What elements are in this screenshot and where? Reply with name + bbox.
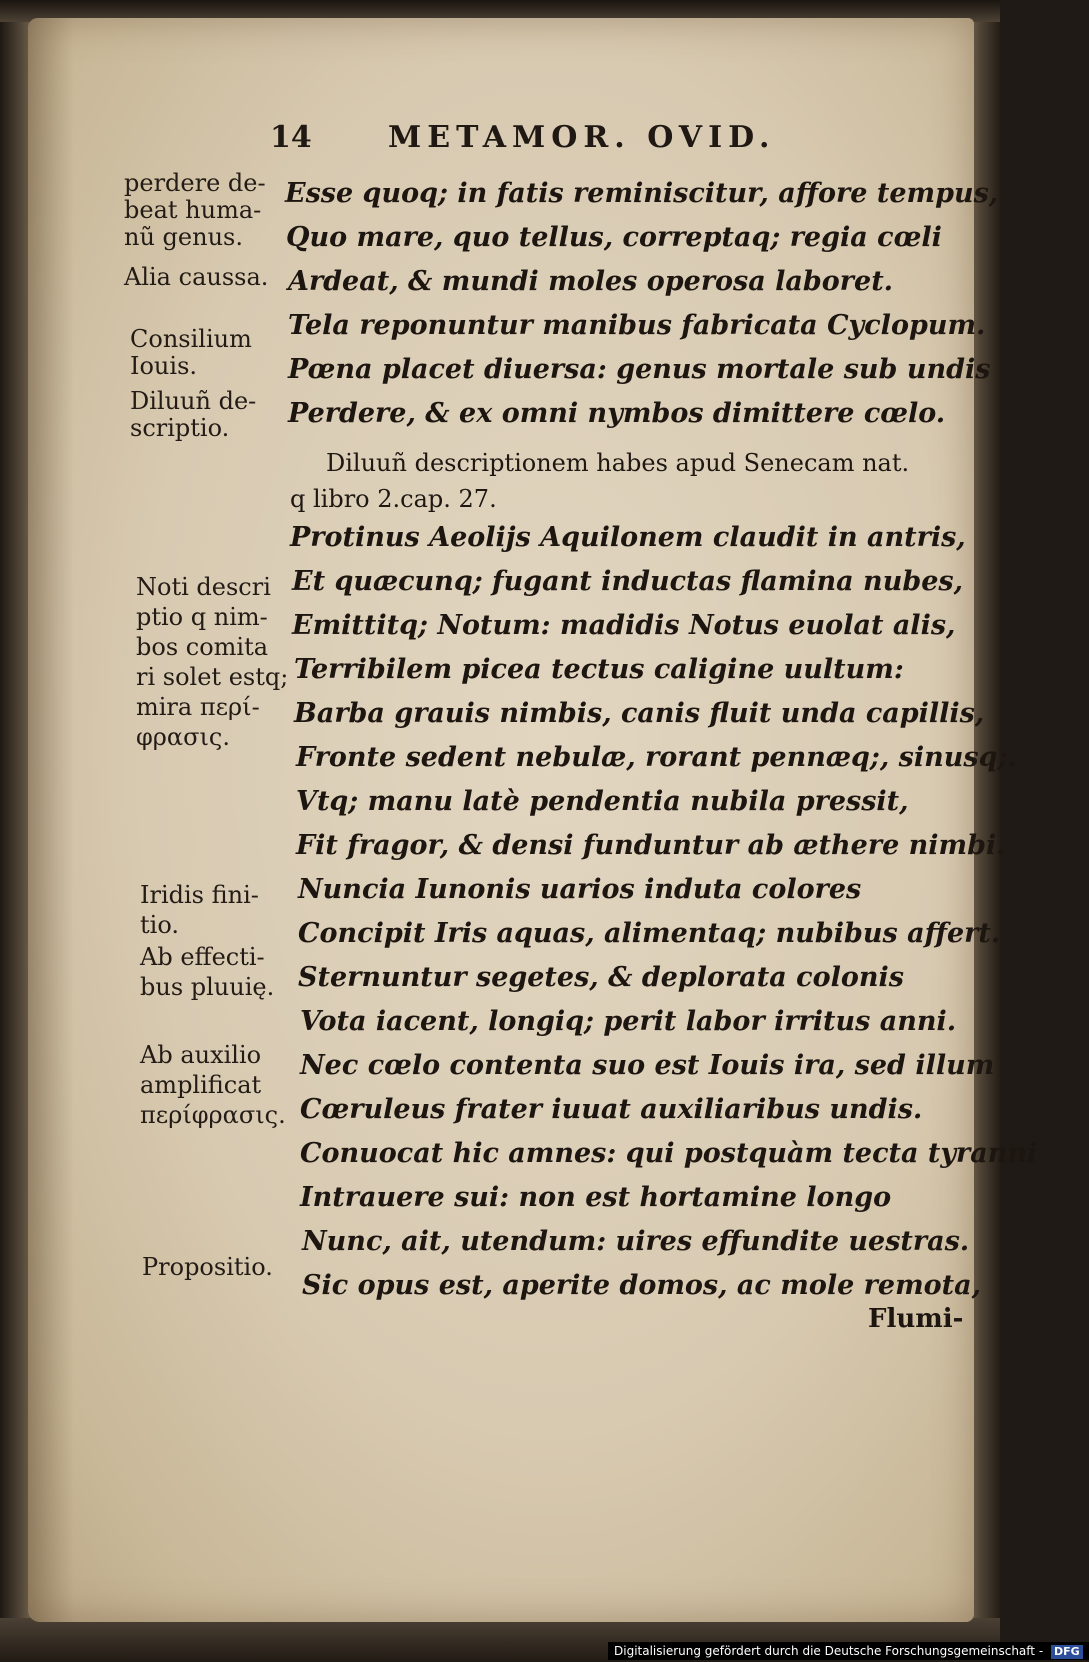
- marginal-line: Iridis fini-: [140, 881, 259, 909]
- verse-line: Perdere, & ex omni nymbos dimittere cœlo.: [288, 398, 946, 429]
- verse-line: Pœna placet diuersa: genus mortale sub undis: [288, 354, 991, 385]
- marginal-line: tio.: [140, 911, 179, 939]
- marginal-line: perdere de-: [124, 169, 266, 197]
- verse-line: Conuocat hic amnes: qui postquàm tecta tyranni: [300, 1138, 1038, 1169]
- page-header: [270, 120, 870, 168]
- verse-line: Vtq; manu latè pendentia nubila pressit,: [296, 786, 909, 817]
- digitization-credit: [608, 1642, 1089, 1660]
- verse-line: Esse quoq; in fatis reminiscitur, affore tempus,: [285, 178, 999, 209]
- verse-line: Concipit Iris aquas, alimentaq; nubibus affert.: [298, 918, 1001, 949]
- verse-line: Barba grauis nimbis, canis fluit unda capillis,: [294, 698, 985, 729]
- verse-line: Intrauere sui: non est hortamine longo: [300, 1182, 892, 1213]
- dfg-logo-icon: DFG: [1051, 1645, 1083, 1659]
- marginal-line: Diluuñ de-: [130, 387, 257, 415]
- marginal-line: Iouis.: [130, 352, 198, 380]
- verse-line: Protinus Aeolijs Aquilonem claudit in antris,: [290, 522, 966, 553]
- verse-line: Tela reponuntur manibus fabricata Cyclopum.: [288, 310, 986, 341]
- marginal-note: [130, 326, 280, 380]
- verse-line: Nec cœlo contenta suo est Iouis ira, sed illum: [300, 1050, 995, 1081]
- marginal-line: ptio q nim-: [136, 603, 268, 631]
- verse-line: Ardeat, & mundi moles operosa laboret.: [288, 266, 894, 297]
- marginal-note: [124, 170, 274, 251]
- verse-line: Quo mare, quo tellus, correptaq; regia cœli: [286, 222, 942, 253]
- marginal-line: ri solet estq;: [136, 663, 289, 691]
- marginal-note: [140, 1040, 290, 1130]
- marginal-line: mira περί-: [136, 693, 260, 721]
- running-title: METAMOR. OVID.: [388, 120, 776, 155]
- marginal-line: bos comita: [136, 633, 269, 661]
- verse-line: Nuncia Iunonis uarios induta colores: [298, 874, 862, 905]
- verse-line: Nunc, ait, utendum: uires effundite uestras.: [302, 1226, 970, 1257]
- marginal-line: beat huma-: [124, 196, 262, 224]
- prose-note-line: q libro 2.cap. 27.: [290, 485, 497, 513]
- marginal-note: [140, 880, 290, 940]
- marginal-line: φρασις.: [136, 723, 230, 751]
- verse-line: Fit fragor, & densi funduntur ab æthere nimbi.: [296, 830, 1006, 861]
- marginal-note: [130, 388, 280, 442]
- catchword: Flumi-: [868, 1304, 964, 1334]
- marginal-line: amplificat: [140, 1071, 262, 1099]
- marginal-line: scriptio.: [130, 414, 230, 442]
- verse-line: Terribilem picea tectus caligine uultum:: [294, 654, 904, 685]
- marginal-line: Noti descri: [136, 573, 271, 601]
- marginal-line: Ab auxilio: [140, 1041, 262, 1069]
- verse-line: Vota iacent, longiq; perit labor irritus anni.: [300, 1006, 957, 1037]
- marginal-note: [140, 942, 290, 1002]
- book-page: [28, 18, 974, 1622]
- verse-line: Sic opus est, aperite domos, ac mole remota,: [302, 1270, 982, 1301]
- marginal-line: bus pluuię.: [140, 973, 275, 1001]
- marginal-note: [124, 264, 274, 291]
- marginal-line: Consilium: [130, 325, 252, 353]
- credit-text: Digitalisierung gefördert durch die Deutsche Forschungsgemeinschaft -: [614, 1644, 1044, 1658]
- gutter-shadow: [28, 18, 74, 1622]
- marginal-line: περίφρασις.: [140, 1101, 286, 1129]
- prose-note-line: Diluuñ descriptionem habes apud Senecam nat.: [326, 449, 910, 477]
- marginal-line: Alia caussa.: [124, 263, 269, 291]
- marginal-line: Propositio.: [142, 1253, 273, 1281]
- marginal-note: [142, 1254, 292, 1281]
- marginal-note: [136, 572, 289, 752]
- verse-line: Cœruleus frater iuuat auxiliaribus undis.: [300, 1094, 923, 1125]
- verse-line: Sternuntur segetes, & deplorata colonis: [298, 962, 904, 993]
- verse-line: Fronte sedent nebulæ, rorant pennæq;, sinusq;.: [296, 742, 1017, 773]
- marginal-line: nũ genus.: [124, 223, 243, 251]
- page-number: 14: [270, 120, 312, 155]
- marginal-line: Ab effecti-: [140, 943, 265, 971]
- verse-line: Emittitq; Notum: madidis Notus euolat alis,: [292, 610, 956, 641]
- verse-line: Et quæcunq; fugant inductas flamina nubes,: [292, 566, 963, 597]
